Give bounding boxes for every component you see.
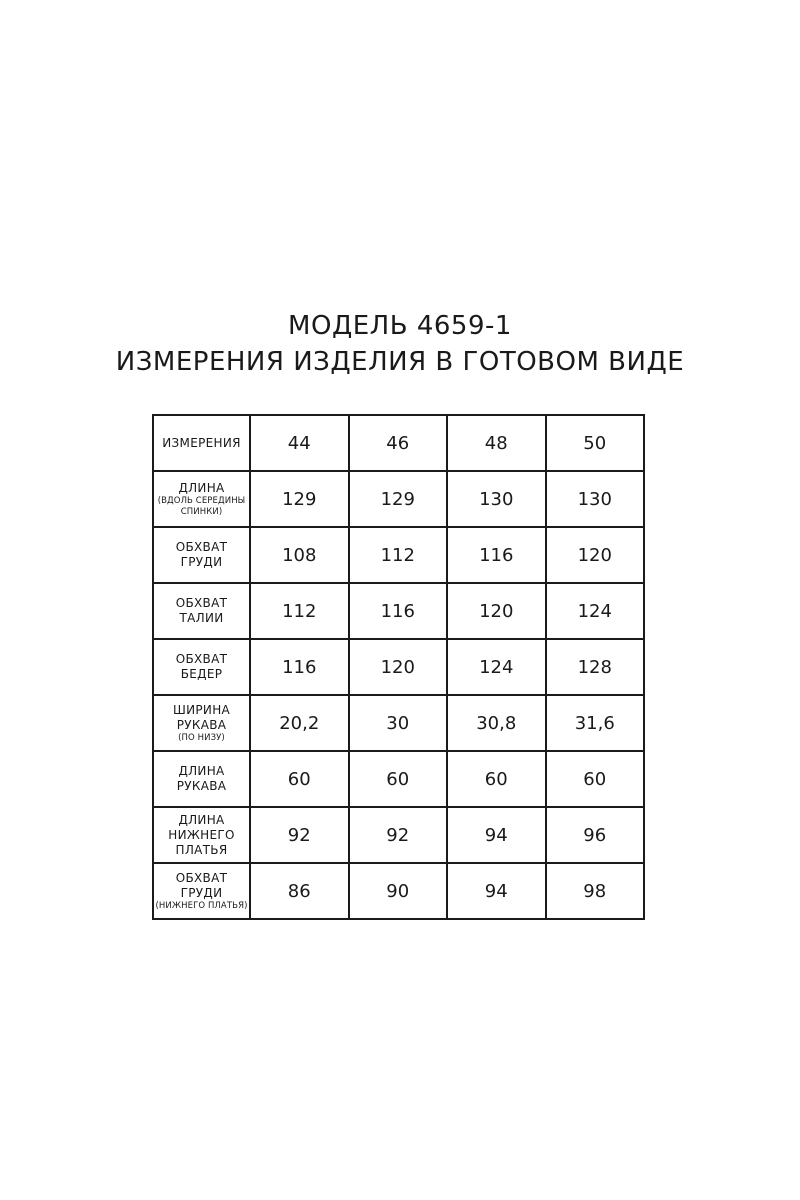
measurement-value: 96 — [546, 807, 645, 863]
table-row — [153, 863, 644, 919]
measurement-label-line: РУКАВА — [176, 779, 227, 793]
table-row — [153, 415, 644, 471]
measurement-label-line: БЕДЕР — [180, 667, 223, 681]
measurement-label — [153, 751, 250, 807]
measurement-value: 98 — [546, 863, 645, 919]
measurement-value: 129 — [250, 471, 349, 527]
measurement-value: 120 — [349, 639, 448, 695]
measurement-label — [153, 695, 250, 751]
size-chart-table — [152, 414, 645, 920]
measurement-value: 112 — [250, 583, 349, 639]
measurement-value: 112 — [349, 527, 448, 583]
measurement-label-line: ОБХВАТ — [175, 652, 228, 666]
measurement-value: 124 — [447, 639, 546, 695]
measurement-value: 120 — [447, 583, 546, 639]
measurement-label — [153, 639, 250, 695]
measurement-value: 30,8 — [447, 695, 546, 751]
measurement-label-line: ГРУДИ — [180, 555, 223, 569]
size-header-cell: 48 — [447, 415, 546, 471]
measurement-value: 86 — [250, 863, 349, 919]
measurement-value: 120 — [546, 527, 645, 583]
measurement-value: 20,2 — [250, 695, 349, 751]
measurements-subtitle: ИЗМЕРЕНИЯ ИЗДЕЛИЯ В ГОТОВОМ ВИДЕ — [115, 347, 685, 377]
measurement-value: 129 — [349, 471, 448, 527]
measurement-note: (ПО НИЗУ) — [178, 732, 225, 743]
measurement-label-line: ПЛАТЬЯ — [175, 842, 228, 857]
table-row — [153, 471, 644, 527]
measurement-value: 30 — [349, 695, 448, 751]
measurement-value: 94 — [447, 863, 546, 919]
model-title: МОДЕЛЬ 4659-1 — [288, 311, 512, 341]
table-row — [153, 639, 644, 695]
measurement-label — [153, 527, 250, 583]
measurement-value: 94 — [447, 807, 546, 863]
size-header-cell: 44 — [250, 415, 349, 471]
measurement-value: 31,6 — [546, 695, 645, 751]
measurement-value: 128 — [546, 639, 645, 695]
measurement-label-line: ОБХВАТ — [175, 596, 228, 610]
size-header-cell: 50 — [546, 415, 645, 471]
measurement-label — [153, 807, 250, 863]
measurement-label-line: ДЛИНА — [178, 812, 225, 827]
measurement-label-line: ДЛИНА — [178, 764, 225, 778]
measurement-label-line: РУКАВА — [176, 717, 227, 732]
measurement-value: 92 — [250, 807, 349, 863]
measurement-label-line: ДЛИНА — [178, 480, 225, 495]
measurement-value: 90 — [349, 863, 448, 919]
measurement-label-line: ОБХВАТ — [175, 870, 228, 885]
table-row — [153, 527, 644, 583]
measurement-value: 116 — [349, 583, 448, 639]
measurement-label — [153, 415, 250, 471]
measurement-note: (НИЖНЕГО ПЛАТЬЯ) — [155, 900, 248, 911]
measurement-value: 116 — [250, 639, 349, 695]
measurement-value: 60 — [250, 751, 349, 807]
measurement-value: 130 — [546, 471, 645, 527]
measurement-label-line: ИЗМЕРЕНИЯ — [162, 435, 241, 450]
measurement-value: 130 — [447, 471, 546, 527]
measurement-label-line: НИЖНЕГО — [168, 827, 235, 842]
measurement-label-line: ТАЛИИ — [179, 611, 224, 625]
size-header-cell: 46 — [349, 415, 448, 471]
measurement-label-line: ОБХВАТ — [175, 540, 228, 554]
measurement-value: 60 — [349, 751, 448, 807]
measurement-label-line: ШИРИНА — [172, 702, 231, 717]
table-row — [153, 583, 644, 639]
measurement-value: 60 — [447, 751, 546, 807]
measurement-value: 124 — [546, 583, 645, 639]
measurement-value: 108 — [250, 527, 349, 583]
measurement-label — [153, 863, 250, 919]
measurement-note: (ВДОЛЬ СЕРЕДИНЫ — [157, 495, 246, 506]
table-row — [153, 751, 644, 807]
measurement-label-line: ГРУДИ — [180, 885, 223, 900]
measurement-note: СПИНКИ) — [180, 506, 223, 517]
measurement-label — [153, 471, 250, 527]
measurement-value: 92 — [349, 807, 448, 863]
measurement-value: 60 — [546, 751, 645, 807]
measurement-value: 116 — [447, 527, 546, 583]
measurement-label — [153, 583, 250, 639]
table-row — [153, 807, 644, 863]
table-row — [153, 695, 644, 751]
